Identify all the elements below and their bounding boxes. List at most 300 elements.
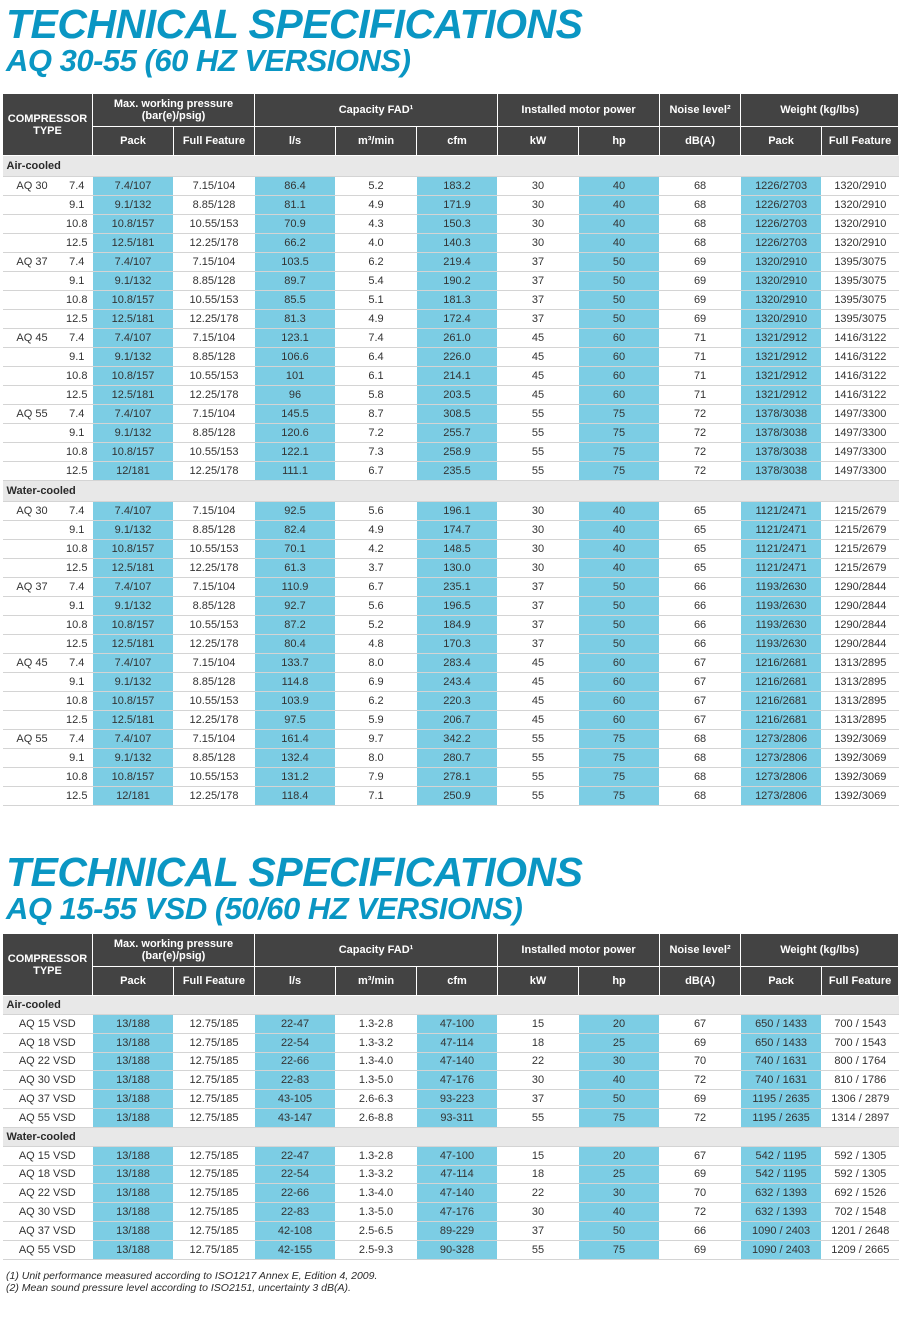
table-cell: 67 — [660, 654, 741, 673]
table-cell: 235.1 — [417, 578, 498, 597]
table-cell: 70.1 — [255, 540, 336, 559]
table-cell: 10.8 — [62, 367, 93, 386]
table-cell: 1215/2679 — [822, 502, 899, 521]
table-cell: 261.0 — [417, 329, 498, 348]
table-cell: 161.4 — [255, 730, 336, 749]
table-cell — [3, 540, 62, 559]
table-cell: 5.6 — [336, 502, 417, 521]
table-cell: 1226/2703 — [741, 177, 822, 196]
table-cell: 10.55/153 — [174, 215, 255, 234]
table-cell: 1321/2912 — [741, 329, 822, 348]
table-cell — [3, 272, 62, 291]
table-cell: 1273/2806 — [741, 787, 822, 806]
table-cell: 6.7 — [336, 578, 417, 597]
table-cell: 40 — [579, 196, 660, 215]
table-cell: 80.4 — [255, 635, 336, 654]
table-cell: 37 — [498, 253, 579, 272]
table-cell: 1321/2912 — [741, 367, 822, 386]
table-row — [3, 1165, 899, 1184]
header-pack: Pack — [93, 127, 174, 156]
table-row — [3, 1203, 899, 1222]
table-cell: 1121/2471 — [741, 559, 822, 578]
table-cell: 13/188 — [93, 1165, 174, 1184]
table-cell: 1195 / 2635 — [741, 1108, 822, 1127]
table-cell: 4.2 — [336, 540, 417, 559]
table-cell: AQ 22 VSD — [3, 1052, 93, 1071]
table-cell: 1193/2630 — [741, 578, 822, 597]
table-cell: 1416/3122 — [822, 329, 899, 348]
table-cell — [3, 443, 62, 462]
table-cell: 140.3 — [417, 234, 498, 253]
table-cell: 42-155 — [255, 1240, 336, 1259]
table-cell: 60 — [579, 654, 660, 673]
table-cell: 68 — [660, 177, 741, 196]
table-cell: 1320/2910 — [741, 310, 822, 329]
table-cell: 2.6-8.8 — [336, 1108, 417, 1127]
section-vsd — [0, 848, 900, 1256]
table-cell: 8.85/128 — [174, 749, 255, 768]
table-cell: 65 — [660, 540, 741, 559]
table-row — [3, 424, 899, 443]
table-cell: 40 — [579, 521, 660, 540]
table-cell: 13/188 — [93, 1240, 174, 1259]
table-cell: 67 — [660, 673, 741, 692]
table-cell: 740 / 1631 — [741, 1052, 822, 1071]
table-cell: 6.9 — [336, 673, 417, 692]
table-cell — [3, 521, 62, 540]
table-cell: 65 — [660, 521, 741, 540]
table-cell: 68 — [660, 749, 741, 768]
table-cell — [3, 310, 62, 329]
table-cell: 85.5 — [255, 291, 336, 310]
table-cell: 12.25/178 — [174, 711, 255, 730]
table-cell: 1.3-4.0 — [336, 1184, 417, 1203]
header-noise-level: Noise level² — [660, 94, 741, 127]
table-cell: 22-83 — [255, 1203, 336, 1222]
table-cell: 1497/3300 — [822, 462, 899, 481]
table-cell: 7.2 — [336, 424, 417, 443]
table-cell — [3, 711, 62, 730]
table-cell: 71 — [660, 329, 741, 348]
table-cell: 1313/2895 — [822, 692, 899, 711]
table-cell: 55 — [498, 787, 579, 806]
table-cell: 1392/3069 — [822, 749, 899, 768]
table-cell: 9.1/132 — [93, 348, 174, 367]
table-cell: 10.55/153 — [174, 367, 255, 386]
table-cell: 10.8/157 — [93, 768, 174, 787]
table-row — [3, 1033, 899, 1052]
table-cell: 12.5/181 — [93, 635, 174, 654]
table-cell: 7.4 — [336, 329, 417, 348]
table-cell: AQ 55 VSD — [3, 1108, 93, 1127]
table-cell: 60 — [579, 348, 660, 367]
table-cell: 1314 / 2897 — [822, 1108, 899, 1127]
table-cell: 37 — [498, 597, 579, 616]
table-cell: 196.1 — [417, 502, 498, 521]
table-cell: 12.5 — [62, 711, 93, 730]
table-cell: 1320/2910 — [822, 234, 899, 253]
table-cell: 171.9 — [417, 196, 498, 215]
table-cell: 30 — [579, 1184, 660, 1203]
table-cell: 174.7 — [417, 521, 498, 540]
table-cell: AQ 45 — [3, 654, 62, 673]
table-cell — [3, 424, 62, 443]
header-weight: Weight (kg/lbs) — [741, 94, 899, 127]
table-cell: 12.75/185 — [174, 1146, 255, 1165]
table-cell: 22-54 — [255, 1165, 336, 1184]
table-cell: 66 — [660, 635, 741, 654]
table-cell: 50 — [579, 253, 660, 272]
table-cell: 1320/2910 — [741, 272, 822, 291]
table-cell: 7.15/104 — [174, 502, 255, 521]
table-cell: 214.1 — [417, 367, 498, 386]
table-cell — [3, 234, 62, 253]
table-cell: 1313/2895 — [822, 711, 899, 730]
table-cell: AQ 55 — [3, 405, 62, 424]
table-cell: 68 — [660, 215, 741, 234]
table-cell: 67 — [660, 1015, 741, 1034]
table-cell: 60 — [579, 329, 660, 348]
table-row — [3, 310, 899, 329]
table-cell: 69 — [660, 291, 741, 310]
table-cell: 13/188 — [93, 1052, 174, 1071]
table-cell: AQ 30 — [3, 502, 62, 521]
table-cell: 1273/2806 — [741, 749, 822, 768]
table-cell: 650 / 1433 — [741, 1033, 822, 1052]
table-cell: 1195 / 2635 — [741, 1090, 822, 1109]
table-cell: 6.1 — [336, 367, 417, 386]
group-header-row — [3, 996, 899, 1015]
table-cell: 1290/2844 — [822, 578, 899, 597]
table-cell: 55 — [498, 749, 579, 768]
table-row — [3, 367, 899, 386]
table-cell: 47-100 — [417, 1015, 498, 1034]
table-cell: 1395/3075 — [822, 291, 899, 310]
table-cell: 7.4/107 — [93, 253, 174, 272]
table-cell: 66.2 — [255, 234, 336, 253]
table-cell: 1193/2630 — [741, 597, 822, 616]
table-row — [3, 578, 899, 597]
table-cell: 7.4 — [62, 329, 93, 348]
table-cell: 12.25/178 — [174, 462, 255, 481]
table-cell: 47-176 — [417, 1071, 498, 1090]
table-cell: 9.1 — [62, 749, 93, 768]
table-cell: 114.8 — [255, 673, 336, 692]
table-cell: 1378/3038 — [741, 443, 822, 462]
table-cell: 72 — [660, 1108, 741, 1127]
table-cell: 700 / 1543 — [822, 1015, 899, 1034]
table-cell: 45 — [498, 673, 579, 692]
header-kw: kW — [498, 127, 579, 156]
table-cell: 7.4 — [62, 405, 93, 424]
table-cell: 30 — [498, 234, 579, 253]
table-cell: 18 — [498, 1165, 579, 1184]
table-cell: 12.5 — [62, 787, 93, 806]
table-cell: AQ 30 — [3, 177, 62, 196]
table-cell: 13/188 — [93, 1090, 174, 1109]
table-cell: 12.5 — [62, 635, 93, 654]
table-cell: 148.5 — [417, 540, 498, 559]
table-cell: 45 — [498, 348, 579, 367]
table-cell: 10.8/157 — [93, 443, 174, 462]
table-cell: 12.75/185 — [174, 1015, 255, 1034]
table-cell: 65 — [660, 559, 741, 578]
section-subtitle-vsd: AQ 15-55 VSD (50/60 HZ VERSIONS) — [6, 891, 523, 926]
table-cell: 542 / 1195 — [741, 1146, 822, 1165]
table-cell: 1497/3300 — [822, 405, 899, 424]
table-cell: 13/188 — [93, 1033, 174, 1052]
table-cell: 219.4 — [417, 253, 498, 272]
table-row — [3, 1108, 899, 1127]
table-cell: 50 — [579, 291, 660, 310]
table-cell: 12.5/181 — [93, 559, 174, 578]
table-cell: 75 — [579, 768, 660, 787]
table-cell: 1215/2679 — [822, 540, 899, 559]
table-cell: 103.9 — [255, 692, 336, 711]
table-row — [3, 654, 899, 673]
table-cell: 10.55/153 — [174, 291, 255, 310]
header-compressor-type: COMPRESSOR TYPE — [3, 94, 93, 156]
table-cell: AQ 45 — [3, 329, 62, 348]
table-cell: 93-311 — [417, 1108, 498, 1127]
table-cell: 9.1/132 — [93, 272, 174, 291]
table-cell: 110.9 — [255, 578, 336, 597]
table-cell: 7.3 — [336, 443, 417, 462]
table-cell: AQ 55 — [3, 730, 62, 749]
header-hp: hp — [579, 127, 660, 156]
table-cell: 7.9 — [336, 768, 417, 787]
table-cell: 12.75/185 — [174, 1221, 255, 1240]
table-cell: 65 — [660, 502, 741, 521]
table-cell: 250.9 — [417, 787, 498, 806]
table-cell: 60 — [579, 711, 660, 730]
table-cell: 12.5 — [62, 559, 93, 578]
table-row — [3, 443, 899, 462]
header-max-pressure: Max. working pressure (bar(e)/psig) — [93, 94, 255, 127]
table-cell: 25 — [579, 1165, 660, 1184]
header-hp: hp — [579, 967, 660, 996]
group-header-row — [3, 481, 899, 502]
table-cell: 6.2 — [336, 692, 417, 711]
table-cell: AQ 37 VSD — [3, 1090, 93, 1109]
table-cell: 6.7 — [336, 462, 417, 481]
table-cell: 10.8/157 — [93, 215, 174, 234]
table-cell: 206.7 — [417, 711, 498, 730]
table-cell: 68 — [660, 234, 741, 253]
table-cell: 55 — [498, 768, 579, 787]
table-row — [3, 787, 899, 806]
table-cell: 700 / 1543 — [822, 1033, 899, 1052]
table-cell: 87.2 — [255, 616, 336, 635]
table-cell: 1497/3300 — [822, 443, 899, 462]
table-cell: 132.4 — [255, 749, 336, 768]
spec-table-vsd — [2, 933, 899, 1260]
page-title-vsd: TECHNICAL SPECIFICATIONS — [6, 849, 583, 895]
page-title: TECHNICAL SPECIFICATIONS — [6, 1, 583, 47]
table-cell: 67 — [660, 692, 741, 711]
table-cell: 9.7 — [336, 730, 417, 749]
table-cell: 66 — [660, 578, 741, 597]
table-cell: 50 — [579, 310, 660, 329]
table-cell: AQ 37 VSD — [3, 1221, 93, 1240]
table-cell: 1395/3075 — [822, 253, 899, 272]
table-cell: 50 — [579, 1090, 660, 1109]
header-weight: Weight (kg/lbs) — [741, 934, 899, 967]
table-cell: 1416/3122 — [822, 348, 899, 367]
footnote-1: (1) Unit performance measured according to ISO1217 Annex E, Edition 4, 2009. — [6, 1270, 378, 1282]
table-cell: 1216/2681 — [741, 692, 822, 711]
table-cell: 1306 / 2879 — [822, 1090, 899, 1109]
group-label: Water-cooled — [3, 481, 899, 502]
table-cell: 1416/3122 — [822, 386, 899, 405]
table-cell: 30 — [498, 1203, 579, 1222]
table-cell: 10.55/153 — [174, 443, 255, 462]
table-cell: 592 / 1305 — [822, 1146, 899, 1165]
table-row — [3, 521, 899, 540]
table-cell: 66 — [660, 1221, 741, 1240]
table-cell: 13/188 — [93, 1221, 174, 1240]
table-cell — [3, 215, 62, 234]
table-cell: 1392/3069 — [822, 787, 899, 806]
table-cell: 50 — [579, 635, 660, 654]
table-cell: 2.6-6.3 — [336, 1090, 417, 1109]
header-kw: kW — [498, 967, 579, 996]
table-cell: 71 — [660, 367, 741, 386]
table-cell: 60 — [579, 386, 660, 405]
table-row — [3, 730, 899, 749]
table-cell: 12.5/181 — [93, 310, 174, 329]
table-cell: 10.8 — [62, 291, 93, 310]
header-pack: Pack — [93, 967, 174, 996]
table-cell: 1226/2703 — [741, 234, 822, 253]
table-cell: 3.7 — [336, 559, 417, 578]
table-cell: 4.3 — [336, 215, 417, 234]
table-cell: 30 — [498, 521, 579, 540]
table-cell: 86.4 — [255, 177, 336, 196]
table-cell: 75 — [579, 462, 660, 481]
table-row — [3, 1071, 899, 1090]
header-weight-full-feature: Full Feature — [822, 127, 899, 156]
table-row — [3, 1221, 899, 1240]
table-cell: 4.9 — [336, 196, 417, 215]
table-cell: 10.55/153 — [174, 616, 255, 635]
table-cell: 255.7 — [417, 424, 498, 443]
table-cell: 9.1 — [62, 272, 93, 291]
table-cell: 75 — [579, 749, 660, 768]
table-cell: 12/181 — [93, 787, 174, 806]
table-cell: 702 / 1548 — [822, 1203, 899, 1222]
table-cell: 71 — [660, 348, 741, 367]
table-cell: 30 — [498, 559, 579, 578]
table-cell: 10.8 — [62, 768, 93, 787]
table-row — [3, 253, 899, 272]
table-cell: 258.9 — [417, 443, 498, 462]
table-cell: 12.5/181 — [93, 234, 174, 253]
table-cell: 12.5/181 — [93, 386, 174, 405]
table-cell: 9.1/132 — [93, 196, 174, 215]
table-cell: 70.9 — [255, 215, 336, 234]
table-cell: 69 — [660, 253, 741, 272]
table-cell: 1209 / 2665 — [822, 1240, 899, 1259]
header-dba: dB(A) — [660, 967, 741, 996]
table-cell: 40 — [579, 215, 660, 234]
table-cell: 60 — [579, 367, 660, 386]
table-cell: 75 — [579, 1108, 660, 1127]
table-cell: 89.7 — [255, 272, 336, 291]
table-cell: 75 — [579, 1240, 660, 1259]
table-cell: 50 — [579, 597, 660, 616]
table-cell: 740 / 1631 — [741, 1071, 822, 1090]
table-cell: 308.5 — [417, 405, 498, 424]
table-cell: 75 — [579, 443, 660, 462]
table-cell: 40 — [579, 177, 660, 196]
table-cell: AQ 15 VSD — [3, 1146, 93, 1165]
table-cell: 130.0 — [417, 559, 498, 578]
table-cell: 12.5 — [62, 462, 93, 481]
table-cell: 1201 / 2648 — [822, 1221, 899, 1240]
table-cell: 1.3-3.2 — [336, 1165, 417, 1184]
table-cell: 8.85/128 — [174, 673, 255, 692]
table-cell — [3, 635, 62, 654]
table-cell: 1216/2681 — [741, 711, 822, 730]
table-cell: 1321/2912 — [741, 386, 822, 405]
table-cell: 22-66 — [255, 1052, 336, 1071]
table-cell: 68 — [660, 768, 741, 787]
table-cell: 4.9 — [336, 310, 417, 329]
table-cell: 12.75/185 — [174, 1071, 255, 1090]
table-cell: 12.75/185 — [174, 1165, 255, 1184]
table-cell: 1226/2703 — [741, 215, 822, 234]
table-cell: AQ 22 VSD — [3, 1184, 93, 1203]
table-cell: 8.85/128 — [174, 521, 255, 540]
table-cell: 10.8/157 — [93, 692, 174, 711]
table-cell: AQ 30 VSD — [3, 1203, 93, 1222]
table-row — [3, 272, 899, 291]
table-cell: 9.1/132 — [93, 673, 174, 692]
table-cell: 60 — [579, 692, 660, 711]
table-cell: 7.4/107 — [93, 329, 174, 348]
table-row — [3, 1184, 899, 1203]
table-cell: 75 — [579, 424, 660, 443]
table-cell: 66 — [660, 616, 741, 635]
table-cell: 7.15/104 — [174, 253, 255, 272]
table-cell: 18 — [498, 1033, 579, 1052]
table-cell: 650 / 1433 — [741, 1015, 822, 1034]
table-row — [3, 348, 899, 367]
table-cell: 92.5 — [255, 502, 336, 521]
table-cell: 47-114 — [417, 1165, 498, 1184]
table-cell: 72 — [660, 405, 741, 424]
table-body-vsd — [3, 996, 899, 1260]
table-cell: 5.9 — [336, 711, 417, 730]
table-cell: 37 — [498, 1090, 579, 1109]
table-cell: 12.25/178 — [174, 635, 255, 654]
table-cell — [3, 597, 62, 616]
table-cell: 632 / 1393 — [741, 1203, 822, 1222]
table-cell — [3, 348, 62, 367]
table-cell: 22 — [498, 1052, 579, 1071]
table-cell: 12.75/185 — [174, 1184, 255, 1203]
table-cell: 15 — [498, 1146, 579, 1165]
table-cell: 81.1 — [255, 196, 336, 215]
table-row — [3, 1240, 899, 1259]
table-cell: 43-147 — [255, 1108, 336, 1127]
table-cell: 280.7 — [417, 749, 498, 768]
table-cell: 1378/3038 — [741, 462, 822, 481]
table-cell: 4.8 — [336, 635, 417, 654]
table-cell: 45 — [498, 692, 579, 711]
table-cell: 7.15/104 — [174, 654, 255, 673]
